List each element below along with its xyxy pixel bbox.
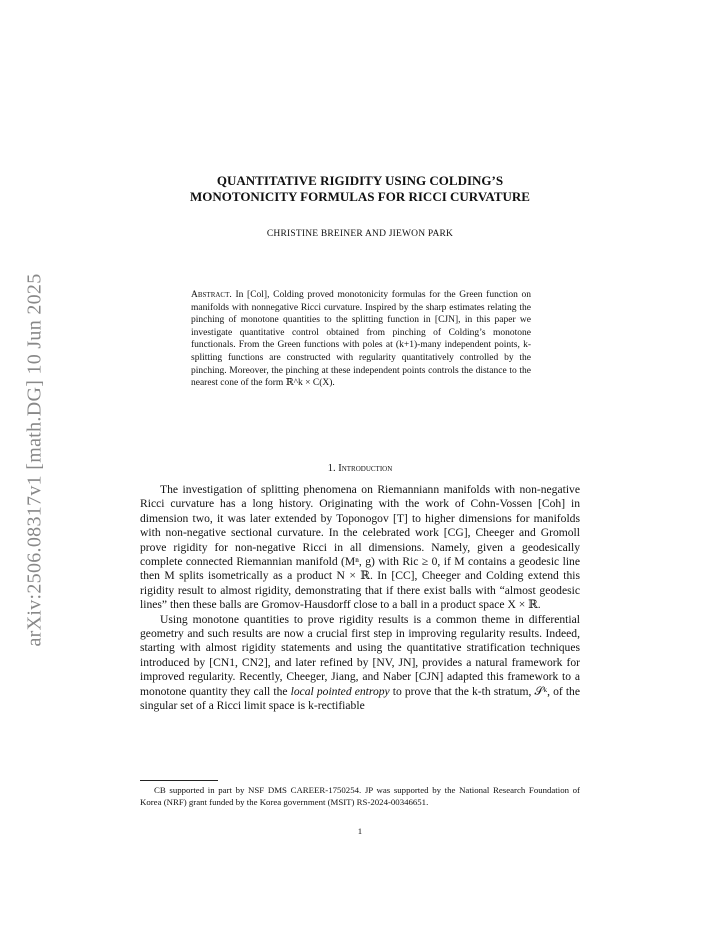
arxiv-identifier: arXiv:2506.08317v1 [math.DG] 10 Jun 2025 bbox=[23, 273, 46, 647]
title-line-2: MONOTONICITY FORMULAS FOR RICCI CURVATURE bbox=[190, 189, 530, 204]
title-line-1: QUANTITATIVE RIGIDITY USING COLDING’S bbox=[216, 173, 504, 188]
footnote bbox=[140, 785, 580, 808]
paper-title bbox=[140, 173, 580, 205]
footnote-text: CB supported in part by NSF DMS CAREER-1750254. JP was supported by the National Research Foundation of Korea (NRF) grant funded by the Korea government (MSIT) RS-2024-00346651. bbox=[140, 785, 580, 807]
paragraph-1: The investigation of splitting phenomena on Riemanniann manifolds with non-negative Ricci curvature has a long history. Originating with the work of Cohn-Vossen [Coh] in dimension two, it was later extended by Toponogov [T] to higher dimensions for manifolds with non-negative sectional curvature. In the celebrated work [CG], Cheeger and Gromoll prove rigidity for non-negative Ricci in all dimensions. Namely, given a geodesically complete connected Riemannian manifold (Mⁿ, g) with Ric ≥ 0, if M contains a geodesic line then M splits isometrically as a product N × ℝ. In [CC], Cheeger and Colding extend this rigidity result to almost rigidity, demonstrating that if there exist balls with “almost geodesic lines” then these balls are Gromov-Hausdorff close to a ball in a product space X × ℝ. bbox=[140, 483, 580, 612]
paragraph-2-emphasis: local pointed entropy bbox=[290, 684, 390, 698]
paragraph-2-text-a: Using monotone quantities to prove rigidity results is a common theme in differential geometry and such results are now a crucial first step in improving regularity results. Indeed, starting with almost rigidity statements and using the quantitative stratification techniques introduced by [CN1, CN2], and later refined by [NV, JN], provides a natural framework for improved regularity. Recently, Cheeger, Jiang, and Naber [CJN] adapted this framework to a monotone quantity they call the bbox=[140, 612, 580, 698]
abstract-text: In [Col], Colding proved monotonicity formulas for the Green function on manifolds with nonnegative Ricci curvature. Inspired by the sharp estimates relating the pinching of monotone quantities to the splitting function in [CJN], in this paper we investigate quantitative control obtained from pinching of Colding’s monotone functionals. From the Green functions with poles at (k+1)-many independent points, k-splitting functions are constructed with regularity quantitatively controlled by the pinching. Moreover, the pinching at these independent points controls the distance to the nearest cone of the form ℝ^k × C(X). bbox=[191, 290, 532, 389]
introduction-body bbox=[140, 483, 580, 714]
paragraph-2 bbox=[140, 613, 580, 714]
section-number: 1. bbox=[327, 463, 336, 474]
abstract bbox=[191, 289, 531, 390]
abstract-label: Abstract. bbox=[191, 290, 232, 300]
footnote-rule bbox=[140, 780, 218, 781]
section-title: Introduction bbox=[338, 463, 393, 474]
paper-authors: CHRISTINE BREINER AND JIEWON PARK bbox=[266, 229, 454, 239]
page-number: 1 bbox=[357, 826, 363, 836]
section-heading bbox=[140, 463, 580, 474]
paragraph-2-text-b: to prove that the k-th stratum, 𝒮ᵏ, of the singular set of a Ricci limit space is k-rectifiable bbox=[140, 684, 580, 713]
arxiv-sidebar bbox=[22, 260, 48, 660]
